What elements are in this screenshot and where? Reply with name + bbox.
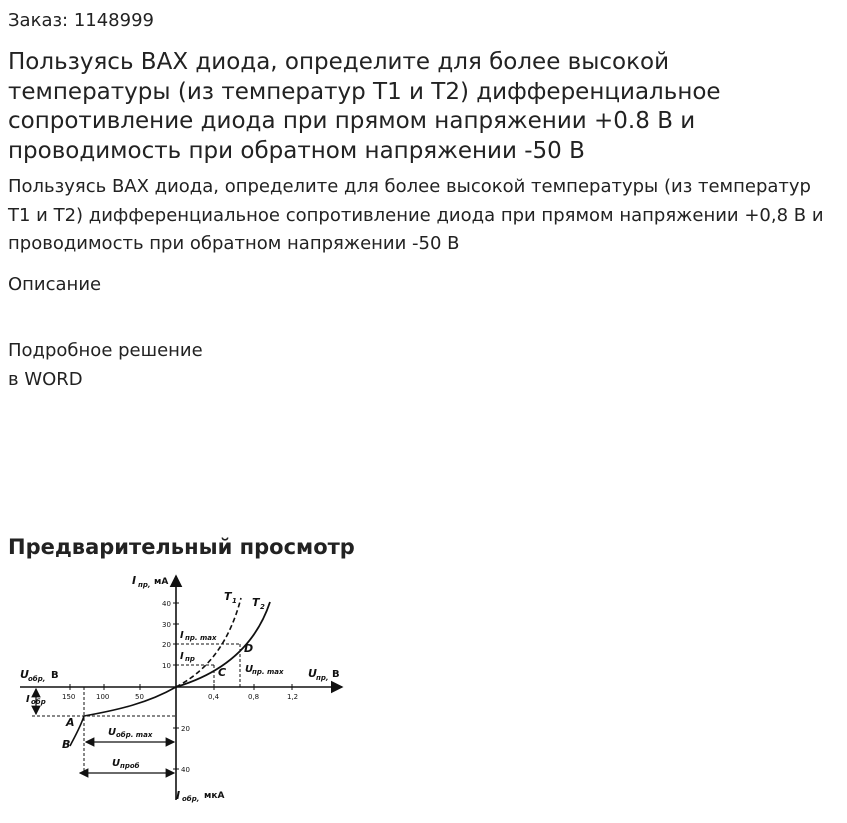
label-u-pr-max: [245, 664, 284, 676]
svg-text:U: U: [20, 668, 29, 681]
y-tick-neg-40: 40: [181, 766, 190, 774]
y-axis-label-bottom: [176, 789, 224, 803]
svg-text:В: В: [332, 669, 340, 680]
svg-text:I: I: [176, 789, 181, 802]
y-tick-10: 10: [162, 662, 171, 670]
svg-text:обр: обр: [31, 698, 46, 706]
point-a: A: [66, 716, 75, 729]
svg-text:В: В: [51, 670, 59, 681]
x-tick-150: 150: [62, 693, 76, 701]
svg-text:пр. max: пр. max: [185, 634, 217, 642]
label-t1: [224, 590, 237, 605]
task-title: Пользуясь ВАХ диода, определите для более высокой температуры (из температур Т1 и Т2) дифференциальное сопротивление диода при прямом напряжении +0.8 В и проводимость при обратном напряжении -50 В: [8, 49, 721, 164]
svg-text:T: T: [252, 596, 260, 609]
point-d: D: [244, 642, 254, 655]
y-axis-label-top: [132, 574, 168, 589]
solution-line-1: Подробное решение: [8, 340, 203, 361]
x-tick-1-2: 1,2: [287, 693, 299, 701]
y-tick-20: 20: [162, 641, 171, 649]
y-tick-30: 30: [162, 621, 171, 629]
svg-text:1: 1: [232, 597, 237, 605]
label-t2: [252, 596, 265, 611]
svg-text:мкА: мкА: [204, 791, 225, 801]
svg-text:I: I: [26, 694, 30, 705]
svg-text:I: I: [132, 574, 137, 587]
svg-text:U: U: [308, 667, 317, 680]
preview-heading: Предварительный просмотр: [8, 535, 355, 559]
svg-text:пр: пр: [185, 655, 195, 663]
svg-text:T: T: [224, 590, 232, 603]
label-u-prob: [112, 758, 140, 770]
label-u-obr-max: [108, 727, 153, 739]
x-tick-100: 100: [96, 693, 110, 701]
svg-text:U: U: [108, 727, 117, 738]
x-axis-label-left: [20, 668, 59, 683]
task-description: Пользуясь ВАХ диода, определите для более высокой температуры (из температур Т1 и Т2) дифференциальное сопротивление диода при прямом напряжении +0,8 В и проводимость при обратном напряжении -50 В: [8, 176, 824, 254]
x-tick-0-4: 0,4: [208, 693, 220, 701]
svg-text:2: 2: [260, 603, 265, 611]
solution-line-2: в WORD: [8, 369, 83, 390]
svg-text:пр,: пр,: [316, 674, 329, 682]
label-i-pr-max: [180, 630, 217, 642]
x-tick-50: 50: [135, 693, 144, 701]
svg-text:обр,: обр,: [182, 795, 200, 803]
svg-text:мА: мА: [154, 577, 169, 587]
order-number: Заказ: 1148999: [8, 10, 154, 31]
label-i-pr: [180, 651, 195, 663]
solution-note: [8, 336, 203, 394]
svg-text:I: I: [180, 630, 184, 641]
point-b: B: [62, 738, 71, 751]
svg-text:пр. max: пр. max: [252, 668, 284, 676]
x-axis-label-right: [308, 667, 340, 682]
svg-text:U: U: [112, 758, 121, 769]
point-c: C: [218, 666, 227, 679]
x-tick-0-8: 0,8: [248, 693, 260, 701]
svg-text:проб: проб: [120, 762, 140, 770]
diode-iv-diagram: [8, 568, 348, 808]
svg-text:обр,: обр,: [28, 675, 46, 683]
svg-text:пр,: пр,: [138, 581, 151, 589]
svg-text:U: U: [245, 664, 254, 675]
svg-text:обр. max: обр. max: [116, 731, 153, 739]
description-heading: Описание: [8, 274, 102, 295]
svg-text:I: I: [180, 651, 184, 662]
guide-lines: [32, 644, 240, 773]
y-tick-neg-20: 20: [181, 725, 190, 733]
y-tick-40: 40: [162, 600, 171, 608]
